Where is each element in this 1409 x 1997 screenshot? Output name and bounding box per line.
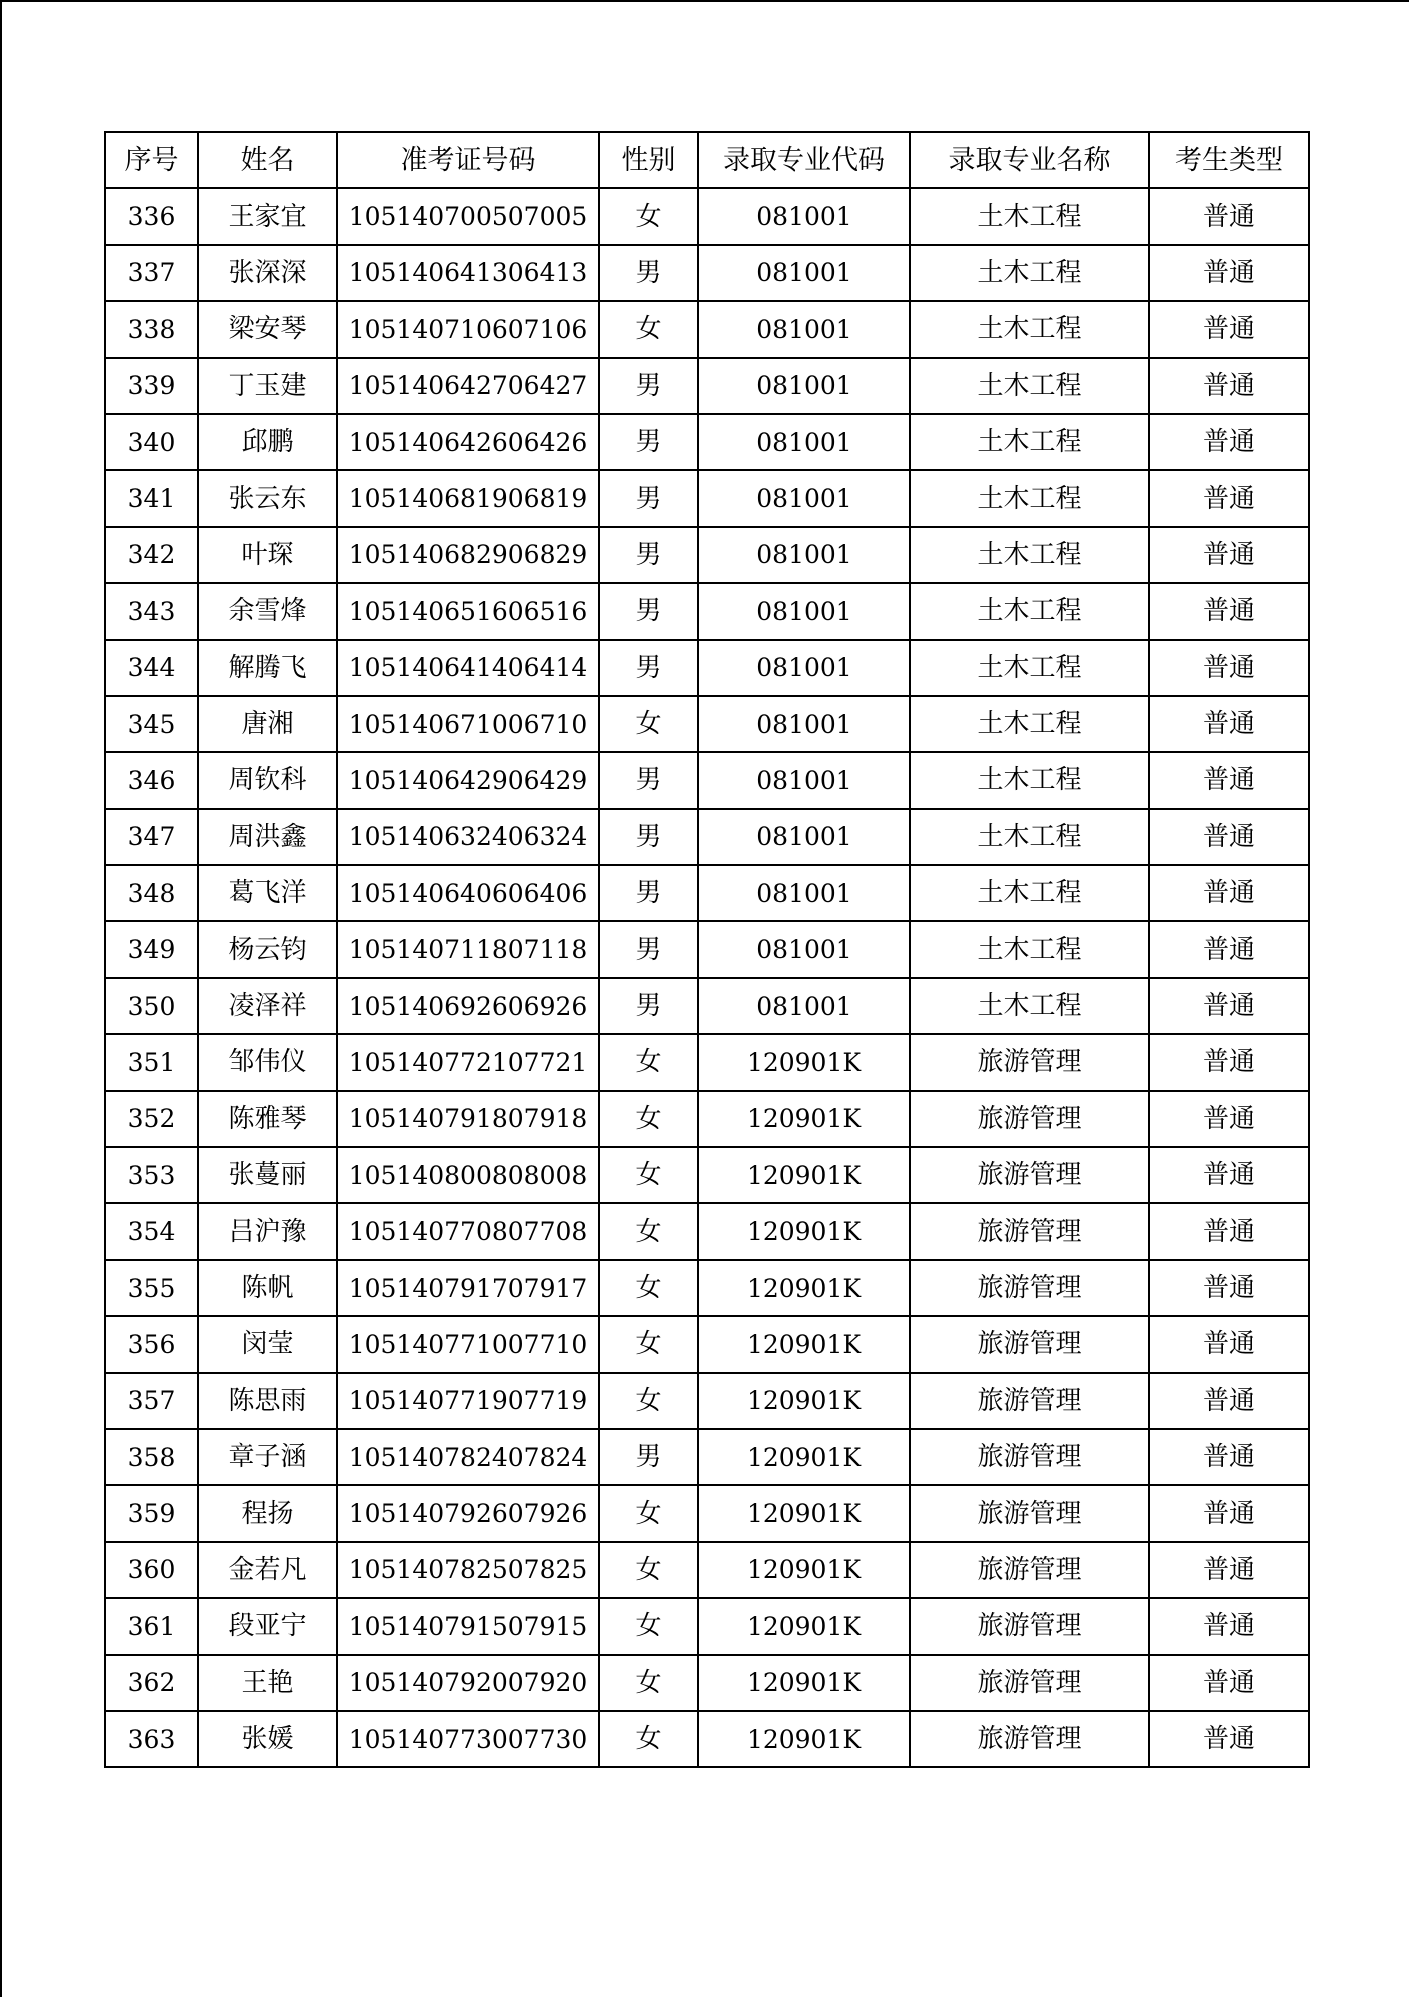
cell-exam-id: 105140771007710	[337, 1316, 599, 1372]
table-row	[105, 1485, 1309, 1541]
cell-exam-id: 105140651606516	[337, 583, 599, 639]
table-row	[105, 1711, 1309, 1767]
cell-major-code: 081001	[698, 640, 910, 696]
cell-name: 杨云钧	[198, 921, 337, 977]
cell-major-code: 120901K	[698, 1711, 910, 1767]
cell-candidate-type: 普通	[1149, 1598, 1309, 1654]
cell-seq: 348	[105, 865, 198, 921]
table-row	[105, 414, 1309, 470]
cell-major-code: 081001	[698, 414, 910, 470]
cell-seq: 343	[105, 583, 198, 639]
cell-candidate-type: 普通	[1149, 1260, 1309, 1316]
cell-seq: 340	[105, 414, 198, 470]
cell-name: 张云东	[198, 470, 337, 526]
cell-seq: 339	[105, 358, 198, 414]
cell-name: 唐湘	[198, 696, 337, 752]
cell-name: 陈雅琴	[198, 1091, 337, 1147]
table-row	[105, 301, 1309, 357]
cell-major-name: 旅游管理	[910, 1316, 1149, 1372]
cell-seq: 360	[105, 1542, 198, 1598]
table-row	[105, 978, 1309, 1034]
table-row	[105, 809, 1309, 865]
cell-gender: 男	[599, 414, 698, 470]
cell-major-name: 土木工程	[910, 696, 1149, 752]
cell-major-code: 120901K	[698, 1655, 910, 1711]
cell-exam-id: 105140791707917	[337, 1260, 599, 1316]
cell-major-name: 旅游管理	[910, 1034, 1149, 1090]
table-row	[105, 1429, 1309, 1485]
table-row	[105, 752, 1309, 808]
cell-exam-id: 105140642606426	[337, 414, 599, 470]
table-row	[105, 696, 1309, 752]
table-row	[105, 358, 1309, 414]
cell-name: 陈思雨	[198, 1373, 337, 1429]
header-candidate-type: 考生类型	[1149, 132, 1309, 188]
cell-major-code: 081001	[698, 809, 910, 865]
cell-major-name: 土木工程	[910, 301, 1149, 357]
cell-gender: 女	[599, 1203, 698, 1259]
cell-gender: 女	[599, 696, 698, 752]
cell-major-name: 旅游管理	[910, 1655, 1149, 1711]
cell-exam-id: 105140710607106	[337, 301, 599, 357]
cell-name: 邹伟仪	[198, 1034, 337, 1090]
cell-seq: 356	[105, 1316, 198, 1372]
cell-seq: 336	[105, 188, 198, 244]
cell-major-name: 旅游管理	[910, 1711, 1149, 1767]
cell-name: 葛飞洋	[198, 865, 337, 921]
cell-candidate-type: 普通	[1149, 640, 1309, 696]
cell-major-code: 120901K	[698, 1091, 910, 1147]
cell-gender: 男	[599, 978, 698, 1034]
cell-name: 梁安琴	[198, 301, 337, 357]
cell-major-name: 旅游管理	[910, 1091, 1149, 1147]
cell-gender: 女	[599, 1034, 698, 1090]
cell-exam-id: 105140640606406	[337, 865, 599, 921]
cell-major-name: 旅游管理	[910, 1260, 1149, 1316]
cell-name: 张媛	[198, 1711, 337, 1767]
cell-gender: 女	[599, 1542, 698, 1598]
cell-seq: 359	[105, 1485, 198, 1541]
header-seq: 序号	[105, 132, 198, 188]
cell-seq: 344	[105, 640, 198, 696]
cell-major-name: 旅游管理	[910, 1598, 1149, 1654]
table-header	[105, 132, 1309, 188]
cell-seq: 338	[105, 301, 198, 357]
page-border-left	[0, 0, 2, 1997]
cell-major-code: 081001	[698, 696, 910, 752]
cell-name: 邱鹏	[198, 414, 337, 470]
cell-major-name: 土木工程	[910, 921, 1149, 977]
cell-major-name: 旅游管理	[910, 1373, 1149, 1429]
cell-major-code: 120901K	[698, 1203, 910, 1259]
table-row	[105, 470, 1309, 526]
cell-major-code: 081001	[698, 188, 910, 244]
cell-gender: 男	[599, 640, 698, 696]
cell-seq: 362	[105, 1655, 198, 1711]
cell-name: 陈帆	[198, 1260, 337, 1316]
cell-major-code: 081001	[698, 978, 910, 1034]
cell-major-code: 120901K	[698, 1598, 910, 1654]
cell-major-name: 旅游管理	[910, 1203, 1149, 1259]
cell-major-code: 120901K	[698, 1429, 910, 1485]
cell-candidate-type: 普通	[1149, 245, 1309, 301]
cell-gender: 女	[599, 1091, 698, 1147]
cell-candidate-type: 普通	[1149, 1711, 1309, 1767]
cell-exam-id: 105140791507915	[337, 1598, 599, 1654]
cell-seq: 351	[105, 1034, 198, 1090]
cell-seq: 342	[105, 527, 198, 583]
cell-gender: 女	[599, 1485, 698, 1541]
cell-name: 凌泽祥	[198, 978, 337, 1034]
cell-major-code: 120901K	[698, 1034, 910, 1090]
cell-candidate-type: 普通	[1149, 752, 1309, 808]
cell-name: 张蔓丽	[198, 1147, 337, 1203]
cell-candidate-type: 普通	[1149, 583, 1309, 639]
table-row	[105, 1316, 1309, 1372]
cell-name: 段亚宁	[198, 1598, 337, 1654]
cell-candidate-type: 普通	[1149, 1034, 1309, 1090]
cell-major-name: 土木工程	[910, 978, 1149, 1034]
cell-candidate-type: 普通	[1149, 1203, 1309, 1259]
cell-gender: 女	[599, 1260, 698, 1316]
cell-seq: 337	[105, 245, 198, 301]
cell-exam-id: 105140792007920	[337, 1655, 599, 1711]
cell-gender: 女	[599, 1655, 698, 1711]
cell-major-name: 土木工程	[910, 583, 1149, 639]
cell-exam-id: 105140800808008	[337, 1147, 599, 1203]
cell-seq: 345	[105, 696, 198, 752]
cell-seq: 353	[105, 1147, 198, 1203]
cell-name: 程扬	[198, 1485, 337, 1541]
cell-candidate-type: 普通	[1149, 809, 1309, 865]
header-name: 姓名	[198, 132, 337, 188]
cell-exam-id: 105140772107721	[337, 1034, 599, 1090]
cell-gender: 女	[599, 301, 698, 357]
cell-name: 章子涵	[198, 1429, 337, 1485]
cell-exam-id: 105140792607926	[337, 1485, 599, 1541]
cell-name: 吕沪豫	[198, 1203, 337, 1259]
cell-name: 张深深	[198, 245, 337, 301]
cell-candidate-type: 普通	[1149, 527, 1309, 583]
cell-major-code: 120901K	[698, 1147, 910, 1203]
cell-seq: 352	[105, 1091, 198, 1147]
cell-seq: 361	[105, 1598, 198, 1654]
cell-major-code: 081001	[698, 583, 910, 639]
cell-gender: 男	[599, 527, 698, 583]
cell-exam-id: 105140681906819	[337, 470, 599, 526]
cell-major-name: 土木工程	[910, 414, 1149, 470]
cell-major-name: 土木工程	[910, 188, 1149, 244]
cell-name: 王艳	[198, 1655, 337, 1711]
cell-candidate-type: 普通	[1149, 1542, 1309, 1598]
cell-exam-id: 105140641406414	[337, 640, 599, 696]
cell-exam-id: 105140700507005	[337, 188, 599, 244]
table-row	[105, 1260, 1309, 1316]
cell-exam-id: 105140773007730	[337, 1711, 599, 1767]
cell-seq: 341	[105, 470, 198, 526]
cell-candidate-type: 普通	[1149, 1655, 1309, 1711]
cell-gender: 男	[599, 752, 698, 808]
cell-major-name: 旅游管理	[910, 1147, 1149, 1203]
table-body	[105, 188, 1309, 1767]
cell-major-name: 旅游管理	[910, 1485, 1149, 1541]
cell-seq: 354	[105, 1203, 198, 1259]
cell-gender: 女	[599, 1373, 698, 1429]
cell-major-code: 081001	[698, 752, 910, 808]
table-row	[105, 1147, 1309, 1203]
cell-candidate-type: 普通	[1149, 188, 1309, 244]
cell-gender: 女	[599, 1147, 698, 1203]
cell-seq: 358	[105, 1429, 198, 1485]
cell-name: 余雪烽	[198, 583, 337, 639]
header-row	[105, 132, 1309, 188]
cell-major-code: 120901K	[698, 1485, 910, 1541]
cell-exam-id: 105140642706427	[337, 358, 599, 414]
cell-gender: 男	[599, 358, 698, 414]
cell-major-name: 土木工程	[910, 865, 1149, 921]
cell-major-code: 081001	[698, 301, 910, 357]
cell-seq: 363	[105, 1711, 198, 1767]
cell-major-code: 120901K	[698, 1316, 910, 1372]
cell-exam-id: 105140671006710	[337, 696, 599, 752]
cell-exam-id: 105140782507825	[337, 1542, 599, 1598]
cell-major-name: 土木工程	[910, 358, 1149, 414]
table-row	[105, 583, 1309, 639]
cell-seq: 357	[105, 1373, 198, 1429]
cell-major-code: 120901K	[698, 1542, 910, 1598]
page-border-top	[0, 0, 1409, 2]
header-major-name: 录取专业名称	[910, 132, 1149, 188]
table-row	[105, 865, 1309, 921]
table-row	[105, 527, 1309, 583]
cell-major-code: 120901K	[698, 1373, 910, 1429]
cell-major-code: 081001	[698, 527, 910, 583]
cell-candidate-type: 普通	[1149, 1147, 1309, 1203]
cell-seq: 346	[105, 752, 198, 808]
cell-gender: 男	[599, 865, 698, 921]
cell-gender: 女	[599, 1316, 698, 1372]
table-row	[105, 1655, 1309, 1711]
cell-gender: 男	[599, 809, 698, 865]
cell-candidate-type: 普通	[1149, 1429, 1309, 1485]
cell-name: 周洪鑫	[198, 809, 337, 865]
cell-seq: 355	[105, 1260, 198, 1316]
cell-major-code: 081001	[698, 921, 910, 977]
cell-exam-id: 105140791807918	[337, 1091, 599, 1147]
cell-major-code: 081001	[698, 470, 910, 526]
cell-exam-id: 105140632406324	[337, 809, 599, 865]
table-row	[105, 640, 1309, 696]
cell-major-name: 土木工程	[910, 527, 1149, 583]
cell-candidate-type: 普通	[1149, 301, 1309, 357]
cell-major-name: 土木工程	[910, 752, 1149, 808]
cell-exam-id: 105140682906829	[337, 527, 599, 583]
cell-major-name: 土木工程	[910, 640, 1149, 696]
cell-candidate-type: 普通	[1149, 1485, 1309, 1541]
table-row	[105, 1091, 1309, 1147]
cell-candidate-type: 普通	[1149, 1316, 1309, 1372]
cell-candidate-type: 普通	[1149, 978, 1309, 1034]
cell-name: 王家宜	[198, 188, 337, 244]
cell-gender: 男	[599, 245, 698, 301]
table-row	[105, 1598, 1309, 1654]
cell-gender: 男	[599, 583, 698, 639]
cell-gender: 男	[599, 1429, 698, 1485]
cell-major-name: 土木工程	[910, 809, 1149, 865]
cell-major-code: 081001	[698, 245, 910, 301]
table-row	[105, 1034, 1309, 1090]
table-row	[105, 1373, 1309, 1429]
cell-candidate-type: 普通	[1149, 358, 1309, 414]
cell-exam-id: 105140692606926	[337, 978, 599, 1034]
cell-major-code: 081001	[698, 865, 910, 921]
cell-major-code: 120901K	[698, 1260, 910, 1316]
cell-seq: 350	[105, 978, 198, 1034]
cell-name: 叶琛	[198, 527, 337, 583]
cell-candidate-type: 普通	[1149, 865, 1309, 921]
cell-gender: 男	[599, 921, 698, 977]
cell-major-code: 081001	[698, 358, 910, 414]
table-row	[105, 245, 1309, 301]
admission-list-table	[104, 131, 1310, 1768]
cell-major-name: 旅游管理	[910, 1542, 1149, 1598]
cell-candidate-type: 普通	[1149, 921, 1309, 977]
cell-exam-id: 105140642906429	[337, 752, 599, 808]
cell-seq: 347	[105, 809, 198, 865]
cell-exam-id: 105140771907719	[337, 1373, 599, 1429]
table-row	[105, 188, 1309, 244]
cell-exam-id: 105140711807118	[337, 921, 599, 977]
cell-exam-id: 105140782407824	[337, 1429, 599, 1485]
table-row	[105, 1203, 1309, 1259]
cell-gender: 女	[599, 1711, 698, 1767]
header-major-code: 录取专业代码	[698, 132, 910, 188]
cell-candidate-type: 普通	[1149, 414, 1309, 470]
cell-gender: 女	[599, 188, 698, 244]
cell-candidate-type: 普通	[1149, 470, 1309, 526]
cell-name: 周钦科	[198, 752, 337, 808]
cell-major-name: 土木工程	[910, 470, 1149, 526]
cell-name: 解腾飞	[198, 640, 337, 696]
cell-name: 金若凡	[198, 1542, 337, 1598]
cell-major-name: 旅游管理	[910, 1429, 1149, 1485]
cell-major-name: 土木工程	[910, 245, 1149, 301]
cell-name: 丁玉建	[198, 358, 337, 414]
cell-exam-id: 105140770807708	[337, 1203, 599, 1259]
cell-seq: 349	[105, 921, 198, 977]
cell-candidate-type: 普通	[1149, 1091, 1309, 1147]
header-gender: 性别	[599, 132, 698, 188]
table-row	[105, 921, 1309, 977]
header-exam-id: 准考证号码	[337, 132, 599, 188]
cell-gender: 男	[599, 470, 698, 526]
cell-gender: 女	[599, 1598, 698, 1654]
cell-exam-id: 105140641306413	[337, 245, 599, 301]
cell-candidate-type: 普通	[1149, 1373, 1309, 1429]
table-row	[105, 1542, 1309, 1598]
cell-name: 闵莹	[198, 1316, 337, 1372]
cell-candidate-type: 普通	[1149, 696, 1309, 752]
